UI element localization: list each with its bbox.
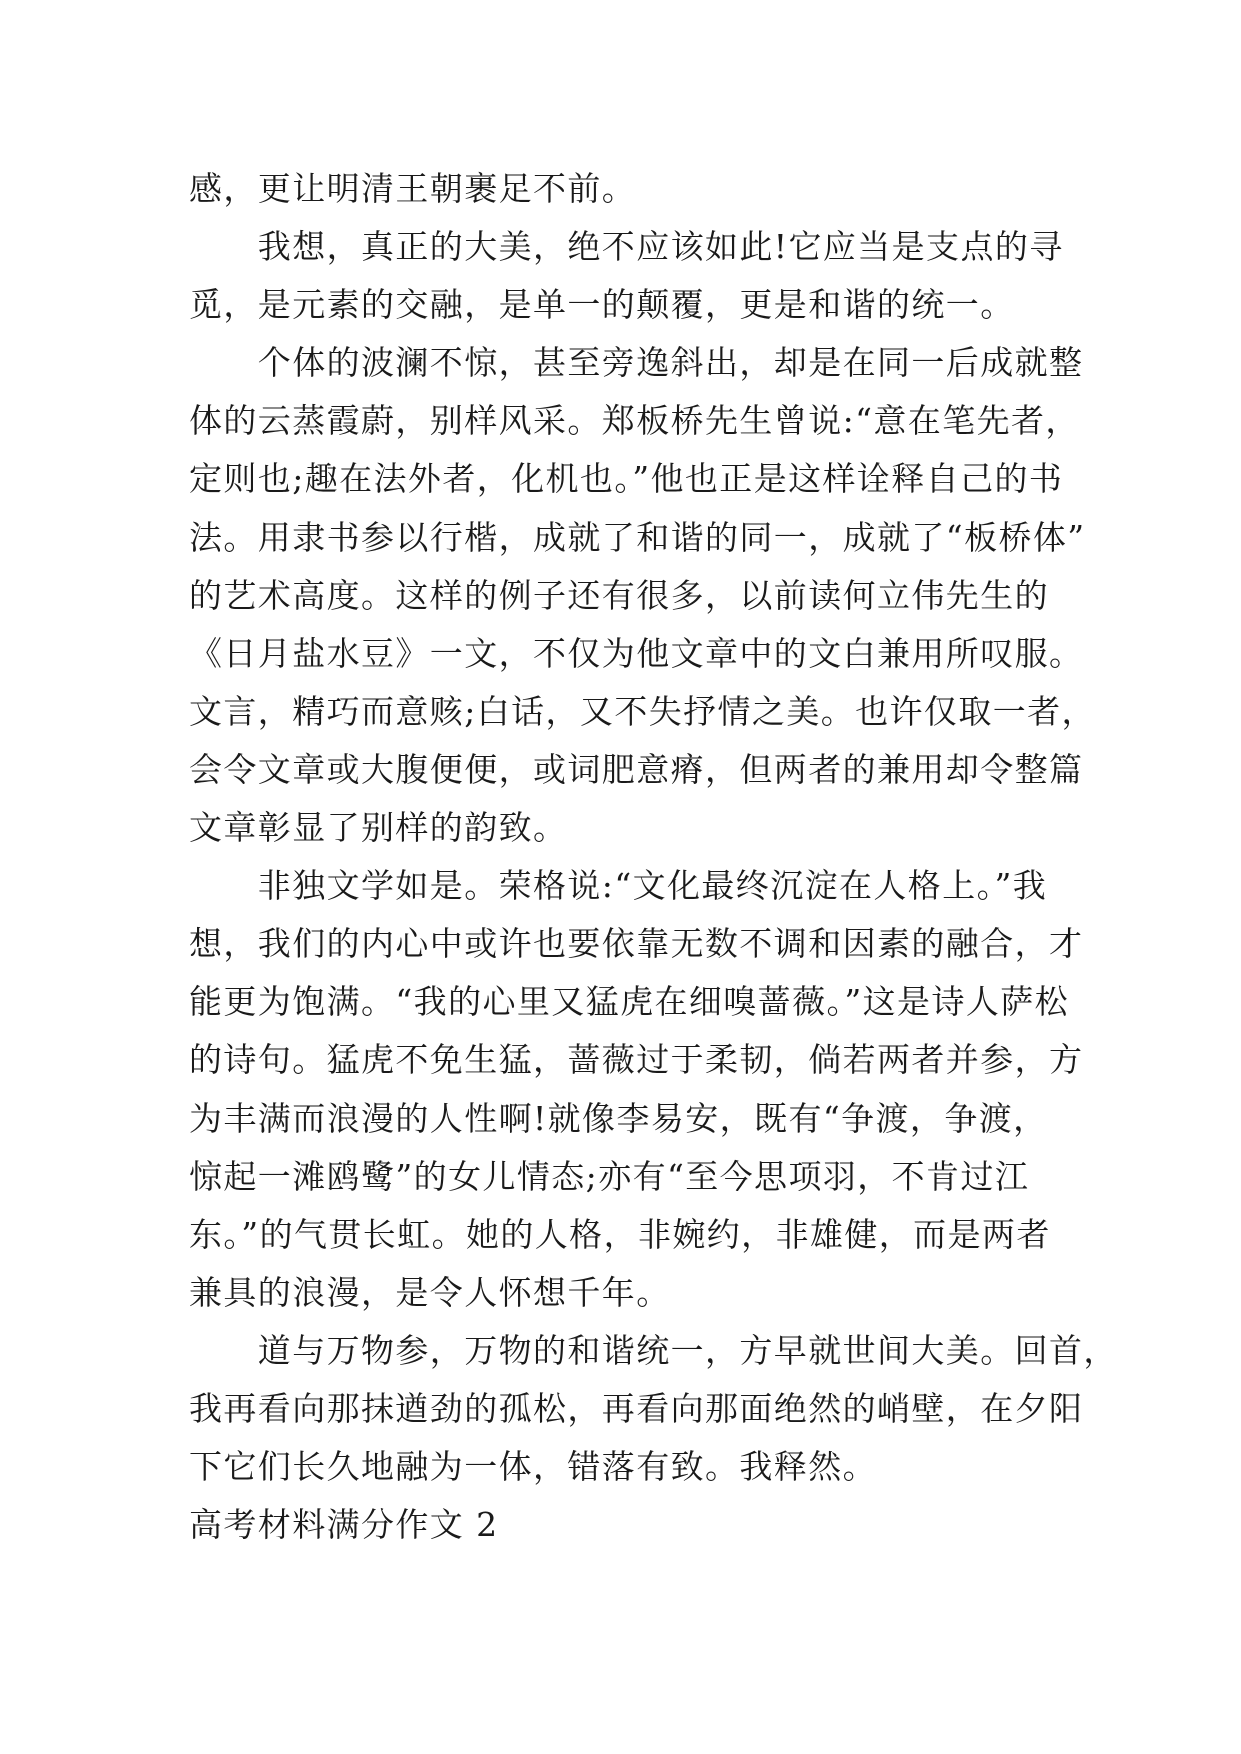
text-line: 兼具的浪漫，是令人怀想千年。 [189,1272,671,1312]
text-line: 道与万物参，万物的和谐统一，方早就世间大美。回首， [189,1330,1118,1370]
text-line: 会令文章或大腹便便，或词肥意瘠，但两者的兼用却令整篇 [189,749,1084,789]
text-line: 能更为饱满。“我的心里又猛虎在细嗅蔷薇。”这是诗人萨松 [189,982,1070,1022]
text-line: 的诗句。猛虎不免生猛，蔷薇过于柔韧，倘若两者并参，方 [189,1040,1084,1080]
essay-body [189,160,1118,1554]
text-line: 我再看向那抹遒劲的孤松，再看向那面绝然的峭壁，在夕阳 [189,1388,1084,1428]
text-line: 我想，真正的大美，绝不应该如此!它应当是支点的寻 [189,227,1064,267]
text-line: 想，我们的内心中或许也要依靠无数不调和因素的融合，才 [189,924,1084,964]
section-heading: 高考材料满分作文 2 [189,1505,499,1545]
text-line: 觅，是元素的交融，是单一的颠覆，更是和谐的统一。 [189,285,1015,325]
text-line: 非独文学如是。荣格说:“文化最终沉淀在人格上。”我 [189,866,1048,906]
text-line: 文章彰显了别样的韵致。 [189,808,568,848]
text-line: 定则也;趣在法外者，化机也。”他也正是这样诠释自己的书 [189,459,1064,499]
text-line: 的艺术高度。这样的例子还有很多，以前读何立伟先生的 [189,575,1049,615]
text-line: 法。用隶书参以行楷，成就了和谐的同一，成就了“板桥体” [189,517,1086,557]
text-line: 惊起一滩鸥鹭”的女儿情态;亦有“至今思项羽，不肯过江 [189,1156,1030,1196]
text-line: 文言，精巧而意赅;白话，又不失抒情之美。也许仅取一者， [189,691,1096,731]
text-line: 下它们长久地融为一体，错落有致。我释然。 [189,1447,877,1487]
text-line: 感，更让明清王朝裹足不前。 [189,169,637,208]
text-line: 体的云蒸霞蔚，别样风采。郑板桥先生曾说:“意在笔先者， [189,401,1080,441]
text-line: 个体的波澜不惊，甚至旁逸斜出，却是在同一后成就整 [189,343,1084,383]
text-line: 《日月盐水豆》一文，不仅为他文章中的文白兼用所叹服。 [189,633,1084,673]
text-line: 东。”的气贯长虹。她的人格，非婉约，非雄健，而是两者 [189,1214,1051,1254]
text-line: 为丰满而浪漫的人性啊!就像李易安，既有“争渡，争渡， [189,1098,1048,1138]
